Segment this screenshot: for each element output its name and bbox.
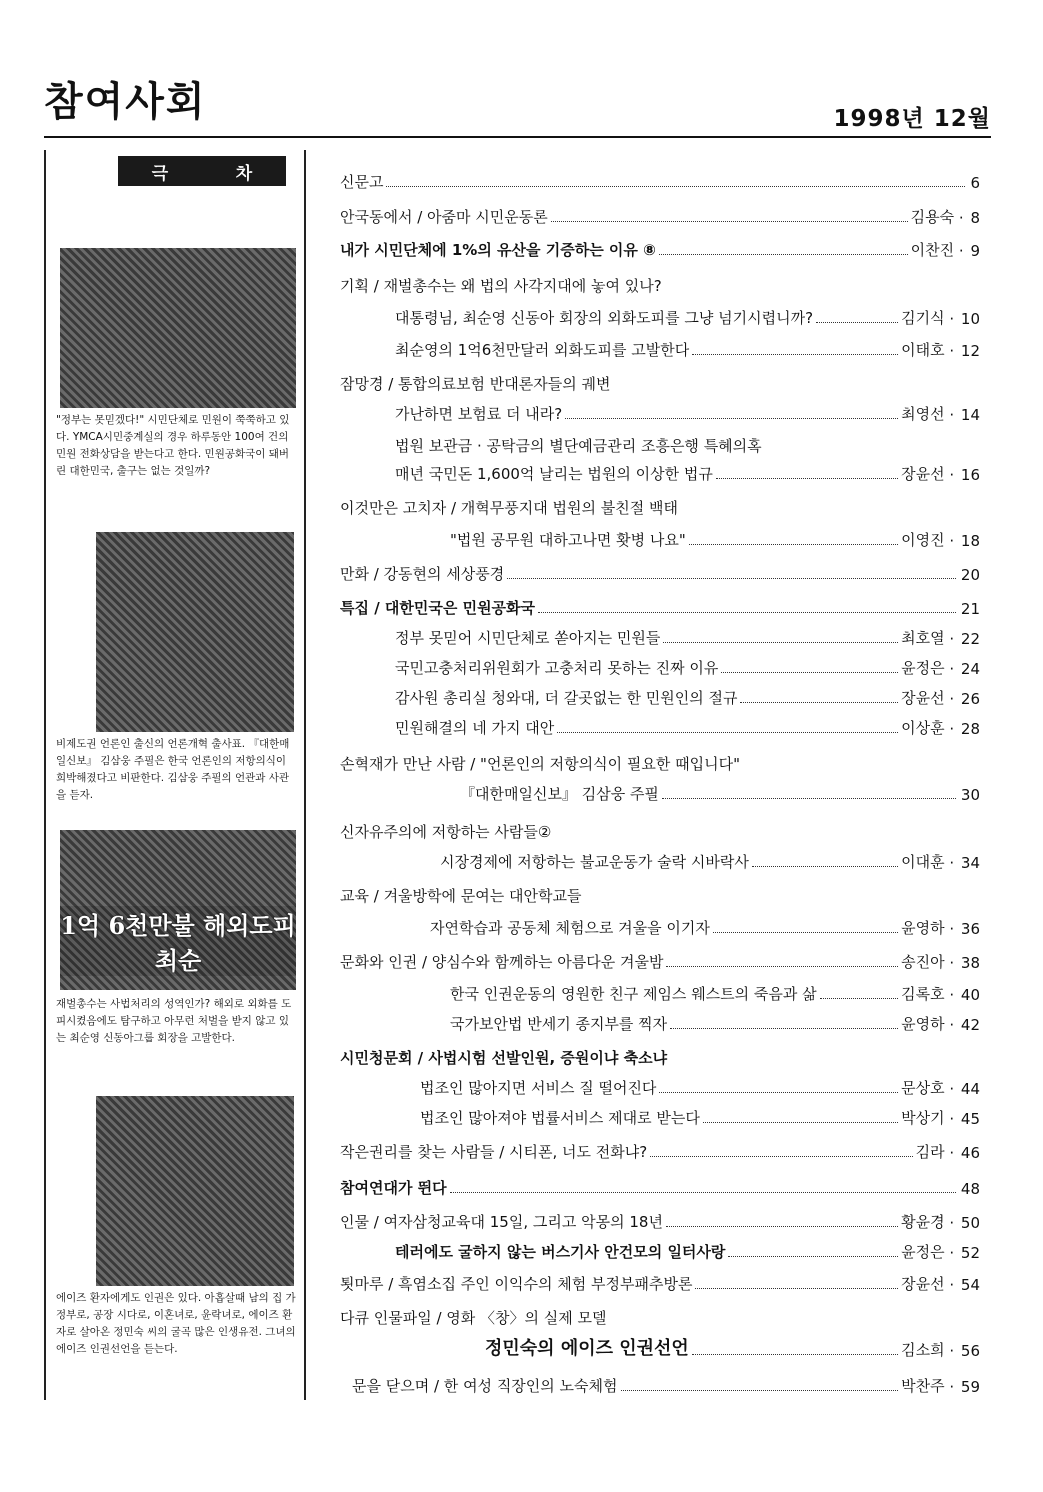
toc-leader [659, 1092, 898, 1093]
toc-page: 52 [960, 1244, 980, 1262]
sidebar [44, 150, 306, 1400]
masthead-title: 참여사회 [44, 78, 207, 125]
toc-section-heading [340, 1042, 980, 1068]
toc-author: 장윤선 [901, 465, 945, 483]
toc-page: 24 [960, 660, 980, 678]
toc-author: 박찬주 [901, 1377, 945, 1395]
toc-title: 자연학습과 공동체 체험으로 겨울을 이기자 [430, 919, 710, 937]
toc-page: 14 [960, 406, 980, 424]
toc-leader [820, 998, 898, 999]
toc-page: 26 [960, 690, 980, 708]
toc-page: 56 [960, 1342, 980, 1360]
toc-entry[interactable]: 시장경제에 저항하는 불교운동가 술락 시바락사 이대훈 · 34 [440, 853, 980, 872]
toc-title: 안국동에서 / 아줌마 시민운동론 [340, 208, 548, 226]
toc-page: 50 [960, 1214, 980, 1232]
toc-title: 손혁재가 만난 사람 / "언론인의 저항의식이 필요한 때입니다" [340, 755, 740, 773]
toc-entry[interactable]: 인물 / 여자삼청교육대 15일, 그리고 악몽의 18년 황윤경 · 50 [340, 1213, 980, 1232]
toc-entry[interactable] [460, 778, 980, 804]
toc-title: 잠망경 / 통합의료보험 반대론자들의 궤변 [340, 375, 611, 393]
toc-author: 김기식 [901, 309, 945, 327]
toc-author: 윤영하 [901, 1015, 945, 1033]
toc-leader [663, 642, 898, 643]
toc-title: 특집 / 대한민국은 민원공화국 [340, 599, 536, 617]
toc-page: 59 [960, 1378, 980, 1396]
toc-title: 만화 / 강동현의 세상풍경 [340, 565, 505, 583]
toc-leader [816, 322, 898, 323]
toc-author: 황윤경 [901, 1213, 945, 1231]
toc-title: 시민청문회 / 사법시험 선발인원, 증원이냐 축소냐 [340, 1049, 668, 1067]
toc-page: 34 [960, 854, 980, 872]
toc-title: 내가 시민단체에 1%의 유산을 기증하는 이유 ⑧ [340, 241, 656, 259]
toc-entry[interactable] [340, 1172, 980, 1198]
protest-banner-text: 1억 6천만불 해외도피 최순 [60, 906, 296, 976]
toc-leader [666, 1226, 898, 1227]
toc-title: 법원 보관금 · 공탁금의 별단예금관리 조흥은행 특혜의혹 [395, 437, 762, 455]
toc-title: 국민고충처리위원회가 고충처리 못하는 진짜 이유 [395, 659, 719, 677]
toc-leader [695, 1288, 898, 1289]
toc-leader [703, 1122, 898, 1123]
photo-civic-office [60, 248, 296, 408]
toc-title: 툇마루 / 흑염소집 주인 이익수의 체험 부정부패추방론 [340, 1275, 693, 1293]
toc-leader [659, 254, 908, 255]
toc-page: 45 [960, 1110, 980, 1128]
toc-page: 8 [970, 209, 980, 227]
toc-section-heading [340, 748, 980, 774]
photo-portrait-editor [96, 532, 294, 732]
photo-caption-4: 에이즈 환자에게도 인권은 있다. 아홉살때 남의 집 가정부로, 공장 시다로, 이혼녀로, 윤락녀로, 에이즈 환자로 살아온 정민숙 씨의 굴곡 많은 인생유전. 그녀의 에이즈 인권선언을 듣는다. [56, 1292, 296, 1355]
toc-author: 문상호 [901, 1079, 945, 1097]
toc-page: 6 [970, 174, 980, 192]
toc-title: 작은권리를 찾는 사람들 / 시티폰, 너도 전화냐? [340, 1143, 648, 1161]
toc-leader [662, 798, 956, 799]
toc-title: 신문고 [340, 173, 384, 191]
toc-page: 36 [960, 920, 980, 938]
toc-entry[interactable]: 법조인 많아지면 서비스 질 떨어진다 문상호 · 44 [420, 1079, 980, 1098]
toc-title: 가난하면 보험료 더 내라? [395, 405, 563, 423]
toc-author: 이대훈 [901, 853, 945, 871]
toc-title: 최순영의 1억6천만달러 외화도피를 고발한다 [395, 341, 690, 359]
toc-entry[interactable]: 매년 국민돈 1,600억 날리는 법원의 이상한 법규 장윤선 · 16 [395, 465, 980, 484]
photo-caption-2: 비제도권 언론인 출신의 언론개혁 출사표. 『대한매일신보』 김삼웅 주필은 한국 언론인의 저항의식이 희박해졌다고 비판한다. 김삼웅 주필의 언관과 사관을 듣자. [56, 738, 290, 801]
toc-page: 16 [960, 466, 980, 484]
toc-title: 민원해결의 네 가지 대안 [395, 719, 555, 737]
toc-author: 장윤선 [901, 1275, 945, 1293]
toc-entry[interactable]: 국가보안법 반세기 종지부를 찍자 윤영하 · 42 [450, 1015, 980, 1034]
toc-leader [621, 1390, 899, 1391]
toc-title: 테러에도 굴하지 않는 버스기사 안건모의 일터사랑 [395, 1243, 726, 1261]
toc-leader [666, 966, 898, 967]
toc-author: 윤정은 [901, 659, 945, 677]
toc-entry[interactable]: 대통령님, 최순영 신동아 회장의 외화도피를 그냥 넘기시렵니까? 김기식 · 10 [395, 309, 980, 328]
toc-title: 법조인 많아지면 서비스 질 떨어진다 [420, 1079, 657, 1097]
toc-leader [740, 702, 898, 703]
toc-title: 정부 못믿어 시민단체로 쏟아지는 민원들 [395, 629, 661, 647]
toc-entry[interactable]: 최순영의 1억6천만달러 외화도피를 고발한다 이태호 · 12 [395, 341, 980, 360]
toc-page: 22 [960, 630, 980, 648]
toc-section-heading [340, 270, 980, 296]
toc-entry[interactable]: 민원해결의 네 가지 대안 이상훈 · 28 [395, 719, 980, 738]
toc-entry[interactable] [340, 592, 980, 618]
toc-entry[interactable]: 툇마루 / 흑염소집 주인 이익수의 체험 부정부패추방론 장윤선 · 54 [340, 1275, 980, 1294]
toc-title: 교육 / 겨울방학에 문여는 대안학교들 [340, 887, 582, 905]
toc-title: 『대한매일신보』 김삼웅 주필 [460, 785, 659, 803]
toc-page: 18 [960, 532, 980, 550]
toc-page: 42 [960, 1016, 980, 1034]
toc-page: 12 [960, 342, 980, 360]
toc-entry[interactable]: 안국동에서 / 아줌마 시민운동론 김용숙 · 8 [340, 208, 980, 227]
toc-page: 44 [960, 1080, 980, 1098]
toc-title: 매년 국민돈 1,600억 날리는 법원의 이상한 법규 [395, 465, 713, 483]
toc-leader [538, 612, 956, 613]
toc-leader [551, 221, 908, 222]
toc-leader [721, 672, 898, 673]
toc-title: 참여연대가 뛴다 [340, 1179, 447, 1197]
toc-section-heading [395, 430, 980, 456]
toc-title: 정민숙의 에이즈 인권선언 [485, 1338, 689, 1359]
toc-author: 김록호 [901, 985, 945, 1003]
toc-title: 대통령님, 최순영 신동아 회장의 외화도피를 그냥 넘기시렵니까? [395, 309, 814, 327]
photo-caption-3: 재벌총수는 사법처리의 성역인가? 해외로 외화를 도피시켰음에도 탐구하고 아무런 처벌을 받지 않고 있는 최순영 신동아그룹 회장을 고발한다. [56, 998, 292, 1044]
toc-leader [507, 578, 956, 579]
sidebar-header [118, 156, 286, 186]
toc-author: 장윤선 [901, 689, 945, 707]
toc-entry[interactable]: 한국 인권운동의 영원한 친구 제임스 웨스트의 죽음과 삶 김록호 · 40 [450, 985, 980, 1004]
toc-entry[interactable]: 국민고충처리위원회가 고충처리 못하는 진짜 이유 윤정은 · 24 [395, 659, 980, 678]
toc-leader [557, 732, 898, 733]
toc-entry[interactable]: 감사원 총리실 청와대, 더 갈곳없는 한 민원인의 절규 장윤선 · 26 [395, 689, 980, 708]
toc-author: 최호열 [901, 629, 945, 647]
toc-page: 21 [960, 600, 980, 618]
toc-entry[interactable]: 자연학습과 공동체 체험으로 겨울을 이기자 윤영하 · 36 [430, 919, 980, 938]
toc-entry[interactable]: 정부 못믿어 시민단체로 쏟아지는 민원들 최호열 · 22 [395, 629, 980, 648]
toc-page: 20 [960, 566, 980, 584]
issue-date: 1998년 12월 [833, 106, 991, 132]
toc-leader [716, 478, 898, 479]
toc-title: 법조인 많아져야 법률서비스 제대로 받는다 [420, 1109, 700, 1127]
toc-page: 10 [960, 310, 980, 328]
toc-title: 문을 닫으며 / 한 여성 직장인의 노숙체험 [352, 1377, 618, 1395]
photo-protest-banner [60, 830, 296, 990]
toc-title: "법원 공무원 대하고나면 홧병 나요" [450, 531, 686, 549]
toc-author: 이영진 [901, 531, 945, 549]
toc-section-heading [340, 1302, 980, 1328]
photo-caption-1: "정부는 못믿겠다!" 시민단체로 민원이 쭉쭉하고 있다. YMCA시민중계실의 경우 하루동안 100여 건의 민원 전화상담을 받는다고 한다. 민원공화국이 돼버린 대한민국, 출구는 없는 것일까? [56, 414, 290, 477]
toc-entry[interactable]: 내가 시민단체에 1%의 유산을 기증하는 이유 ⑧ 이찬진 · 9 [340, 241, 980, 260]
sidebar-header-char-1: 극 [151, 163, 169, 184]
toc-page: 9 [970, 242, 980, 260]
toc-leader [450, 1192, 956, 1193]
toc-entry[interactable] [340, 558, 980, 584]
toc-title: 신자유주의에 저항하는 사람들② [340, 823, 552, 841]
toc-entry[interactable]: 정민숙의 에이즈 인권선언 김소희 · 56 [485, 1334, 980, 1360]
toc-page: 46 [960, 1144, 980, 1162]
toc-leader [565, 418, 898, 419]
toc-entry[interactable] [340, 166, 980, 192]
toc-leader [670, 1028, 898, 1029]
toc-author: 최영선 [901, 405, 945, 423]
toc-leader [692, 1354, 898, 1355]
toc-author: 이찬진 [910, 241, 955, 259]
toc-page: 54 [960, 1276, 980, 1294]
toc-page: 28 [960, 720, 980, 738]
toc-title: 시장경제에 저항하는 불교운동가 술락 시바락사 [440, 853, 749, 871]
toc-title: 인물 / 여자삼청교육대 15일, 그리고 악몽의 18년 [340, 1213, 663, 1231]
toc-section-heading [340, 492, 980, 518]
toc-leader [689, 544, 898, 545]
toc-page: 30 [960, 786, 980, 804]
toc-author: 윤영하 [901, 919, 945, 937]
toc-author: 송진아 [901, 953, 945, 971]
toc-entry[interactable]: 작은권리를 찾는 사람들 / 시티폰, 너도 전화냐? 김라 · 46 [340, 1143, 980, 1162]
toc-author: 김소희 [901, 1341, 945, 1359]
toc-entry[interactable]: 법조인 많아져야 법률서비스 제대로 받는다 박상기 · 45 [420, 1109, 980, 1128]
toc-leader [386, 186, 965, 187]
toc-entry[interactable]: 문을 닫으며 / 한 여성 직장인의 노숙체험 박찬주 · 59 [352, 1377, 980, 1396]
toc-title: 다큐 인물파일 / 영화 〈창〉의 실제 모델 [340, 1309, 607, 1327]
toc-author: 김용숙 [910, 208, 955, 226]
toc-title: 한국 인권운동의 영원한 친구 제임스 웨스트의 죽음과 삶 [450, 985, 817, 1003]
toc-section-heading [340, 368, 980, 394]
toc-title: 이것만은 고치자 / 개혁무풍지대 법원의 불친절 백태 [340, 499, 678, 517]
toc-leader [692, 354, 898, 355]
header-rule [44, 136, 991, 138]
toc-page: 40 [960, 986, 980, 1004]
toc-author: 김라 [915, 1143, 945, 1161]
sidebar-header-char-2: 차 [235, 163, 253, 184]
toc-entry[interactable]: "법원 공무원 대하고나면 홧병 나요" 이영진 · 18 [450, 531, 980, 550]
toc-title: 국가보안법 반세기 종지부를 찍자 [450, 1015, 668, 1033]
toc-author: 윤정은 [901, 1243, 945, 1261]
toc-section-heading [340, 816, 980, 842]
toc-title: 문화와 인권 / 양심수와 함께하는 아름다운 겨울밤 [340, 953, 664, 971]
photo-portrait-woman [96, 1096, 294, 1286]
toc-author: 이상훈 [901, 719, 945, 737]
toc-page: 48 [960, 1180, 980, 1198]
toc-leader [713, 932, 898, 933]
toc-title: 기획 / 재벌총수는 왜 법의 사각지대에 놓여 있나? [340, 277, 662, 295]
toc-entry[interactable]: 테러에도 굴하지 않는 버스기사 안건모의 일터사랑 윤정은 · 52 [395, 1243, 980, 1262]
toc-page: 38 [960, 954, 980, 972]
toc-leader [728, 1256, 898, 1257]
toc-entry[interactable]: 가난하면 보험료 더 내라? 최영선 · 14 [395, 405, 980, 424]
toc-entry[interactable]: 문화와 인권 / 양심수와 함께하는 아름다운 겨울밤 송진아 · 38 [340, 953, 980, 972]
toc-leader [650, 1156, 912, 1157]
toc-section-heading [340, 880, 980, 906]
toc-author: 박상기 [901, 1109, 945, 1127]
toc-leader [752, 866, 898, 867]
toc-title: 감사원 총리실 청와대, 더 갈곳없는 한 민원인의 절규 [395, 689, 738, 707]
toc-author: 이태호 [901, 341, 945, 359]
